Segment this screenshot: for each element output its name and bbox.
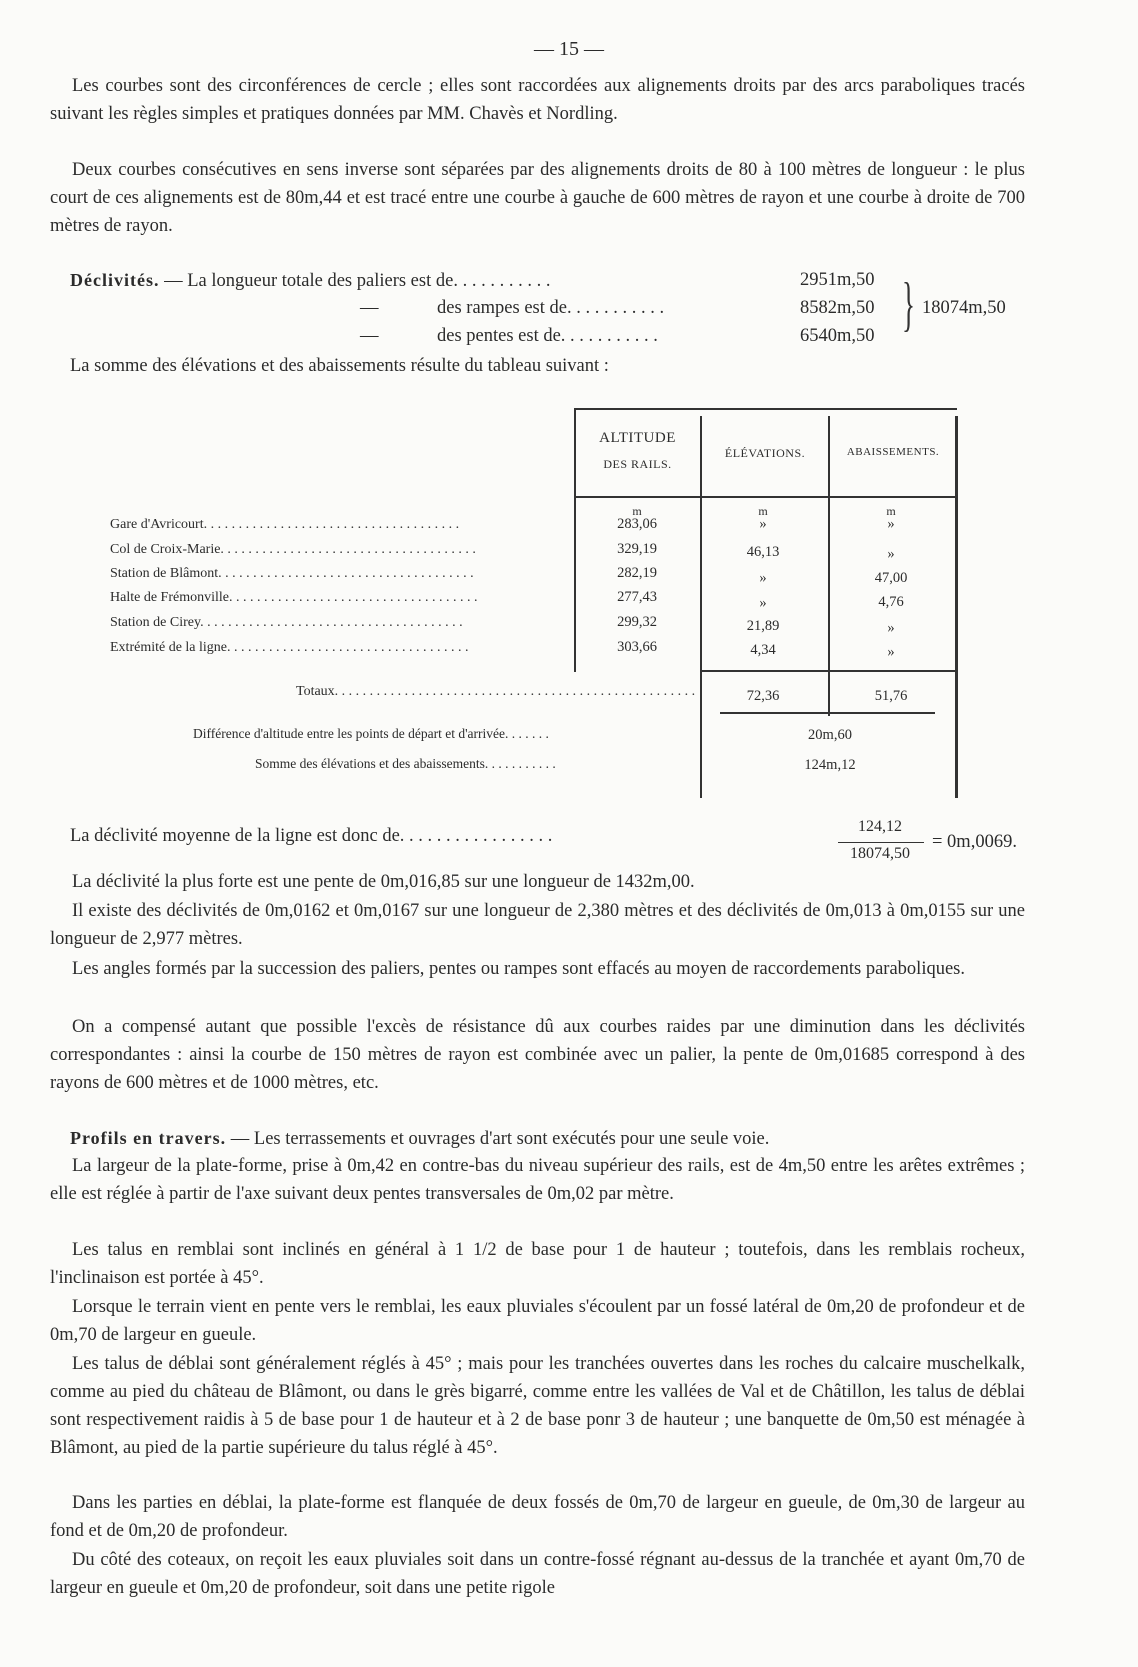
row-elevation: »: [759, 516, 767, 532]
unit-elevations: m: [758, 504, 768, 518]
moyenne-result: = 0m,0069.: [932, 832, 1017, 852]
table-border-left: [574, 408, 576, 672]
declivites-pentes-value: 6540m,50: [800, 326, 875, 346]
fraction-numerator: 124,12: [858, 818, 902, 835]
table-top-rule: [574, 408, 957, 410]
declivites-rampes-value: 8582m,50: [800, 298, 875, 318]
row-label: Extrémité de la ligne. . . . . . . . . . . . . . . . . . . . . . . . . . . . . . . . . . .: [110, 640, 469, 655]
difference-label: Différence d'altitude entre les points de départ et d'arrivée. . . . . . .: [193, 726, 549, 741]
paragraph-alignements: Deux courbes consécutives en sens inverse sont séparées par des alignements droits de 80 à 100 mètres de longueur : le plus court de ces alignements est de 80m,44 et est tracé entre une courbe à gauche de 600 mètres de rayon et une courbe à droite de 700 mètres de rayon.: [50, 160, 1025, 236]
row-abaissement: 47,00: [874, 570, 908, 586]
totaux-elevations: 72,36: [746, 688, 780, 704]
paragraph-deblai: Dans les parties en déblai, la plate-forme est flanquée de deux fossés de 0m,70 de largeur en gueule, de 0m,30 de largeur au fond et de 0m,20 de profondeur.: [50, 1493, 1025, 1541]
paragraph-courbes: Les courbes sont des circonférences de cercle ; elles sont raccordées aux alignements droits par des arcs paraboliques tracés suivant les règles simples et pratiques données par MM. Chavès et Nordling.: [50, 76, 1025, 124]
profils-text: — Les terrassements et ouvrages d'art sont exécutés pour une seule voie.: [230, 1129, 770, 1149]
difference-value: 20m,60: [808, 727, 852, 743]
row-altitude: 299,32: [617, 614, 657, 630]
fraction-bar: [838, 842, 924, 843]
row-abaissement: »: [887, 644, 895, 660]
page-number: — 15 —: [534, 38, 604, 60]
profils-line: [70, 1124, 1025, 1153]
declivites-rampes-label: des rampes est de. . . . . . . . . . .: [437, 298, 665, 318]
table-intro: La somme des élévations et des abaissements résulte du tableau suivant :: [70, 356, 609, 376]
row-elevation: 46,13: [746, 544, 780, 560]
table-divider-1: [700, 416, 702, 798]
row-label: Station de Cirey. . . . . . . . . . . . . . . . . . . . . . . . . . . . . . . . . . . . . .: [110, 615, 463, 630]
header-altitude: ALTITUDE: [599, 430, 676, 446]
declivites-paliers-label: — La longueur totale des paliers est de. . . . . . . . . . .: [164, 271, 551, 291]
row-label: Station de Blâmont. . . . . . . . . . . . . . . . . . . . . . . . . . . . . . . . . . . . .: [110, 566, 474, 581]
paragraph-terrain: Lorsque le terrain vient en pente vers le remblai, les eaux pluviales s'écoulent par un fossé latéral de 0m,20 de profondeur et de 0m,70 de largeur en gueule.: [50, 1297, 1025, 1345]
declivites-line-1: [70, 270, 550, 292]
somme-value: 124m,12: [804, 757, 856, 773]
moyenne-text: La déclivité moyenne de la ligne est donc de. . . . . . . . . . . . . . . . .: [70, 826, 553, 846]
declivites-heading: Déclivités.: [70, 270, 160, 290]
row-label: Gare d'Avricourt. . . . . . . . . . . . . . . . . . . . . . . . . . . . . . . . . . . . .: [110, 517, 460, 532]
paragraph-talus-remblai: Les talus en remblai sont inclinés en général à 1 1/2 de base pour 1 de hauteur ; toutefois, dans les remblais rocheux, l'inclinaison est portée à 45°.: [50, 1240, 1025, 1288]
table-diff-rule: [720, 712, 935, 714]
fraction-denominator: 18074,50: [850, 845, 910, 862]
profils-heading: Profils en travers.: [70, 1128, 227, 1148]
paragraph-angles: Les angles formés par la succession des paliers, pentes ou rampes sont effacés au moyen de raccordements paraboliques.: [72, 959, 965, 979]
declivites-total: 18074m,50: [922, 298, 1006, 318]
row-label: Col de Croix-Marie. . . . . . . . . . . . . . . . . . . . . . . . . . . . . . . . . . . . .: [110, 542, 476, 557]
row-elevation: 4,34: [750, 642, 776, 658]
header-abaissements: ABAISSEMENTS.: [846, 446, 940, 458]
unit-abaissements: m: [886, 504, 896, 518]
row-altitude: 277,43: [617, 589, 657, 605]
table-header-rule: [574, 496, 957, 498]
row-abaissement: »: [887, 546, 895, 562]
unit-altitude: m: [632, 504, 642, 518]
row-altitude: 283,06: [617, 516, 657, 532]
header-des-rails: DES RAILS.: [603, 457, 672, 471]
brace-symbol: }: [902, 271, 915, 337]
declivites-paliers-value: 2951m,50: [800, 270, 875, 290]
row-elevation: »: [759, 570, 767, 586]
row-elevation: 21,89: [746, 618, 780, 634]
declivites-pentes-label: des pentes est de. . . . . . . . . . .: [437, 326, 658, 346]
totaux-label: Totaux. . . . . . . . . . . . . . . . . . . . . . . . . . . . . . . . . . . . . . . . . . . . . . . . . . . .: [296, 684, 696, 699]
row-altitude: 282,19: [617, 565, 657, 581]
table-totals-rule: [700, 670, 957, 672]
totaux-abaissements: 51,76: [874, 688, 908, 704]
declivites-dash-2: —: [360, 298, 379, 318]
header-elevations: ÉLÉVATIONS.: [724, 446, 806, 460]
paragraph-compensation: On a compensé autant que possible l'excès de résistance dû aux courbes raides par une diminution dans les déclivités correspondantes : ainsi la courbe de 150 mètres de rayon est combinée avec un palier, la pente de 0m,01685 correspond à des rayons de 600 mètres et de 1000 mètres, etc.: [50, 1017, 1025, 1093]
declivites-dash-3: —: [360, 326, 379, 346]
paragraph-declivites: Il existe des déclivités de 0m,0162 et 0m,0167 sur une longueur de 2,380 mètres et des déclivités de 0m,013 à 0m,0155 sur une longueur de 2,977 mètres.: [50, 901, 1025, 949]
paragraph-declivite-forte: La déclivité la plus forte est une pente de 0m,016,85 sur une longueur de 1432m,00.: [72, 872, 695, 892]
paragraph-coteaux: Du côté des coteaux, on reçoit les eaux pluviales soit dans un contre-fossé régnant au-dessus de la tranchée et ayant 0m,70 de largeur en gueule et 0m,20 de profondeur, soit dans une petite rigole: [50, 1550, 1025, 1598]
row-altitude: 303,66: [617, 639, 657, 655]
table-border-right: [955, 416, 958, 798]
row-abaissement: 4,76: [878, 594, 904, 610]
row-abaissement: »: [887, 620, 895, 636]
row-elevation: »: [759, 595, 767, 611]
somme-label: Somme des élévations et des abaissements. . . . . . . . . . .: [255, 756, 556, 771]
row-label: Halte de Frémonville. . . . . . . . . . . . . . . . . . . . . . . . . . . . . . . . . . . .: [110, 590, 478, 605]
paragraph-talus-deblai: Les talus de déblai sont généralement réglés à 45° ; mais pour les tranchées ouvertes dans les roches du calcaire muschelkalk, comme au pied du château de Blâmont, ou dans le grès bigarré, comme entre les vallées de Val et de Châtillon, les talus de déblai sont respectivement raidis à 5 de base pour 1 de hauteur et à 2 de base ponr 3 de hauteur ; une banquette de 0m,50 est ménagée à Blâmont, au pied de la partie supérieure du talus réglé à 45°.: [50, 1354, 1025, 1458]
paragraph-plate-forme: La largeur de la plate-forme, prise à 0m,42 en contre-bas du niveau supérieur des rails, est de 4m,50 entre les arêtes extrêmes ; elle est réglée à partir de l'axe suivant deux pentes transversales de 0m,02 par mètre.: [50, 1156, 1025, 1204]
row-abaissement: »: [887, 516, 895, 532]
row-altitude: 329,19: [617, 541, 657, 557]
